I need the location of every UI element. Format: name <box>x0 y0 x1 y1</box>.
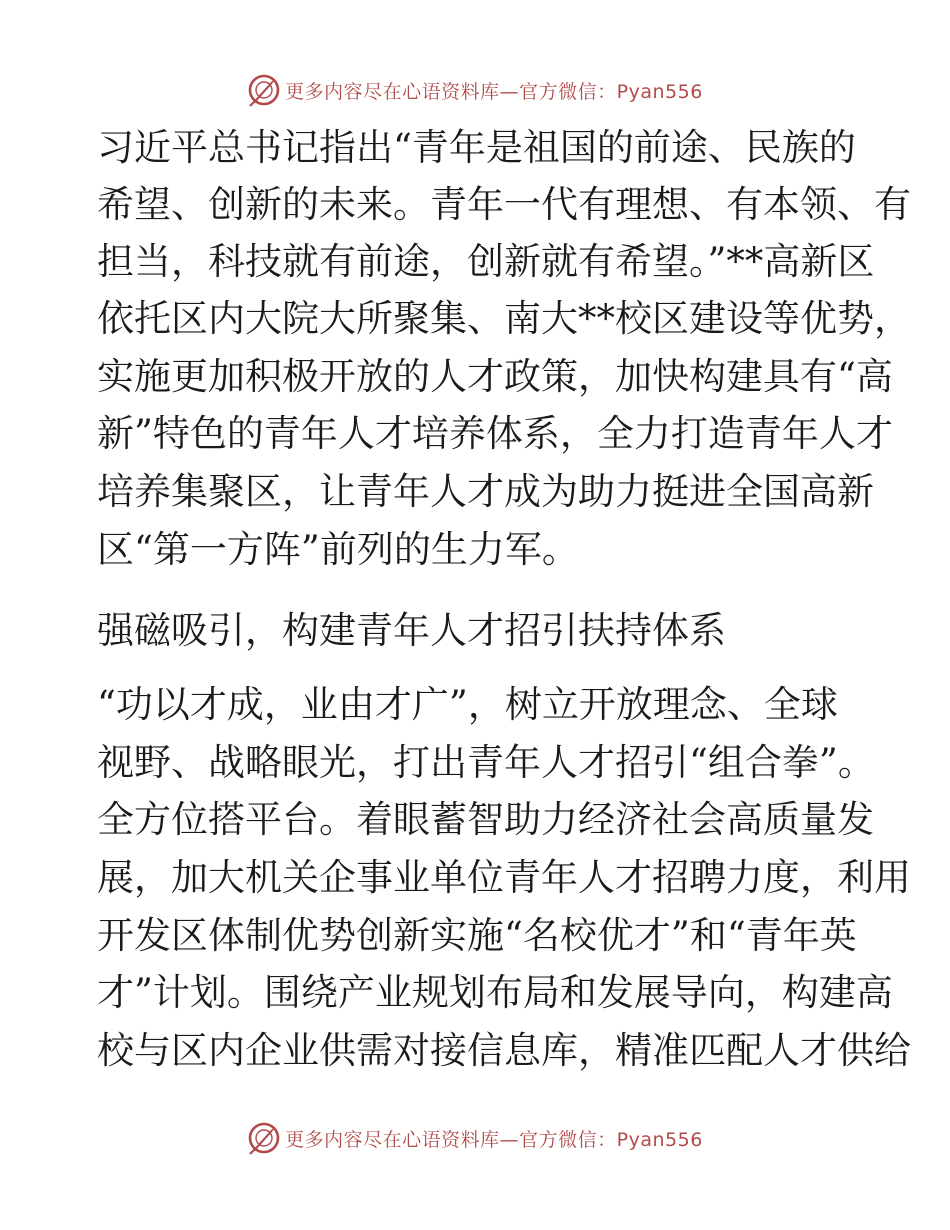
body-line-3: 担当，科技就有前途，创新就有希望。”**高新区 <box>97 240 875 283</box>
body-line-1: 习近平总书记指出“青年是祖国的前途、民族的 <box>97 126 856 169</box>
body-line-7: 培养集聚区，让青年人才成为助力挺进全国高新 <box>97 470 874 513</box>
footer-banner-text: 更多内容尽在心语资料库—官方微信：Pyan556 <box>285 1128 703 1151</box>
quill-logo-icon <box>247 73 281 107</box>
body-line-5: 实施更加积极开放的人才政策，加快构建具有“高 <box>97 355 893 398</box>
body-line-12: 全方位搭平台。着眼蓄智助力经济社会高质量发 <box>97 798 874 841</box>
header-banner <box>0 70 950 110</box>
body-line-4: 依托区内大院大所聚集、南大**校区建设等优势， <box>97 297 911 340</box>
body-line-14: 开发区体制优势创新实施“名校优才”和“青年英 <box>97 914 857 957</box>
body-line-2: 希望、创新的未来。青年一代有理想、有本领、有 <box>97 183 911 226</box>
body-line-13: 展，加大机关企事业单位青年人才招聘力度，利用 <box>97 856 911 899</box>
header-banner-text: 更多内容尽在心语资料库—官方微信：Pyan556 <box>285 80 703 103</box>
body-line-11: 视野、战略眼光，打出青年人才招引“组合拳”。 <box>97 741 875 784</box>
body-line-6: 新”特色的青年人才培养体系，全力打造青年人才 <box>97 412 893 455</box>
body-line-16: 校与区内企业供需对接信息库，精准匹配人才供给 <box>97 1029 911 1072</box>
section-heading: 强磁吸引，构建青年人才招引扶持体系 <box>97 609 726 652</box>
quill-logo-icon <box>247 1121 281 1155</box>
body-line-8: 区“第一方阵”前列的生力军。 <box>97 528 579 571</box>
footer-banner <box>0 1118 950 1158</box>
body-line-15: 才”计划。围绕产业规划布局和发展导向，构建高 <box>97 971 893 1014</box>
body-line-10: “功以才成，业由才广”，树立开放理念、全球 <box>97 683 838 726</box>
